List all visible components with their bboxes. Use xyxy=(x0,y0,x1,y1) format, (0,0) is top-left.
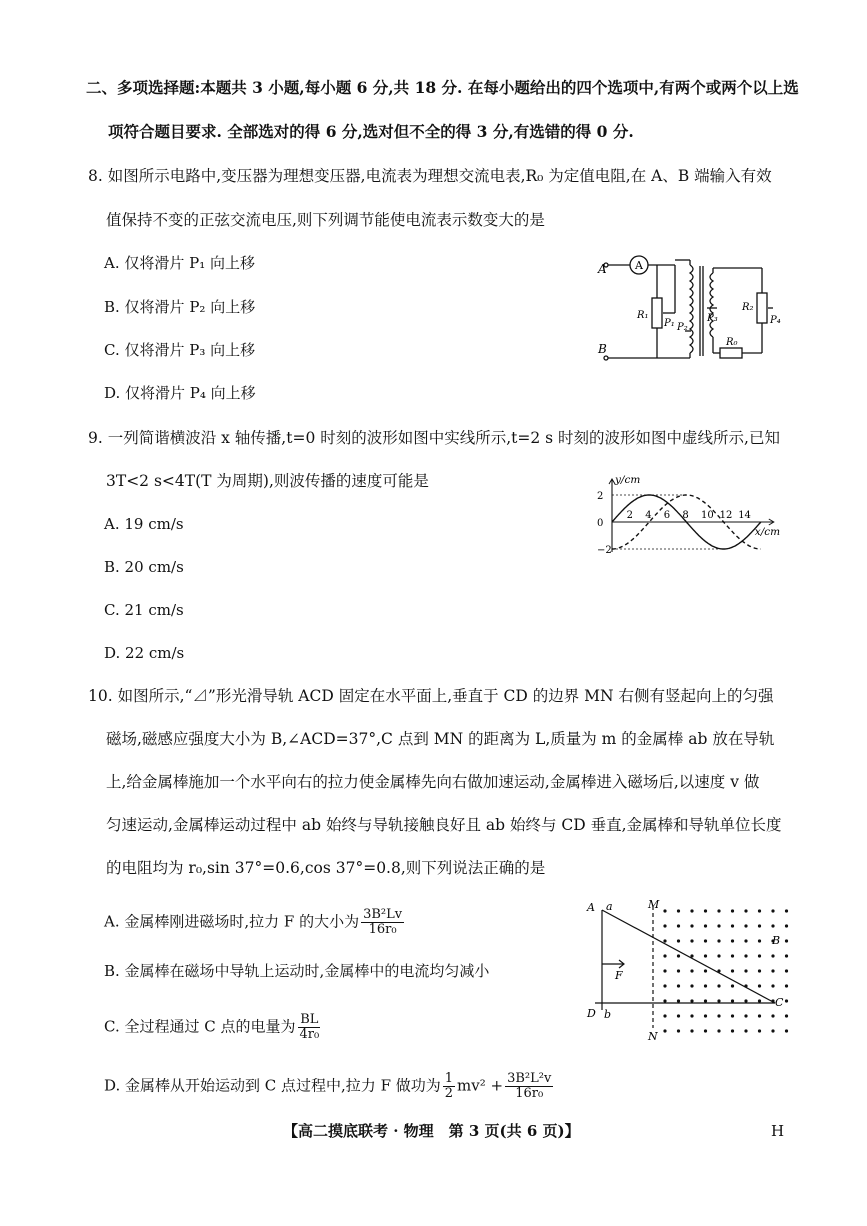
ammeter-label: A xyxy=(635,259,643,272)
field-dot xyxy=(677,1029,680,1032)
field-dot xyxy=(663,924,666,927)
field-dot xyxy=(744,909,747,912)
q8-stem-line1: 8. 如图所示电路中,变压器为理想变压器,电流表为理想交流电表,R₀ 为定值电阻,在 A、B 端输入有效 xyxy=(88,167,772,185)
field-dot xyxy=(758,1029,761,1032)
field-dot xyxy=(771,1029,774,1032)
field-dot xyxy=(690,999,693,1002)
field-dot xyxy=(731,969,734,972)
field-dot xyxy=(690,1029,693,1032)
q10-stem-line2: 磁场,磁感应强度大小为 B,∠ACD=37°,C 点到 MN 的距离为 L,质量为 m 的金属棒 ab 放在导轨 xyxy=(106,730,775,748)
q10-option-d-fraction: $\frac{\text{3B²L²v}}{\text{16r₀}}$ xyxy=(507,1071,552,1101)
terminal-b xyxy=(604,356,608,360)
field-dot xyxy=(663,939,666,942)
q10-option-d-text: D. 金属棒从开始运动到 C 点过程中,拉力 F 做功为 xyxy=(104,1076,441,1095)
field-dot xyxy=(785,909,788,912)
label-f: F xyxy=(615,969,623,982)
field-dot xyxy=(744,999,747,1002)
field-dot xyxy=(731,1029,734,1032)
x-tick-label: 12 xyxy=(719,510,733,521)
field-dot xyxy=(771,924,774,927)
y-tick-label: 0 xyxy=(597,518,604,529)
q10-stem-line3: 上,给金属棒施加一个水平向右的拉力使金属棒先向右做加速运动,金属棒进入磁场后,以速度 v 做 xyxy=(106,773,760,791)
field-dot xyxy=(717,1014,720,1017)
field-dot xyxy=(771,984,774,987)
field-dot xyxy=(677,1014,680,1017)
q8-option-d: D. 仅将滑片 P₄ 向上移 xyxy=(104,384,256,402)
field-dot xyxy=(785,999,788,1002)
field-dot xyxy=(704,924,707,927)
label-d: D xyxy=(587,1007,596,1020)
q8-stem-line2: 值保持不变的正弦交流电压,则下列调节能使电流表示数变大的是 xyxy=(106,211,545,229)
field-dot xyxy=(717,924,720,927)
q10-option-d: D. 金属棒从开始运动到 C 点过程中,拉力 F 做功为 $\frac{1}{2}$ mv² + $\frac{\text{3B²L²v}}{\text{16r₀}}$ xyxy=(104,1071,552,1101)
section-heading-line1: 二、多项选择题:本题共 3 小题,每小题 6 分,共 18 分. 在每小题给出的四个选项中,有两个或两个以上选 xyxy=(86,78,799,97)
q10-option-c-text: C. 全过程通过 C 点的电量为 xyxy=(104,1017,296,1036)
x-tick-label: 4 xyxy=(645,510,652,521)
field-dot xyxy=(704,969,707,972)
label-r1: R₁ xyxy=(637,310,649,321)
footer-page-info: 【高二摸底联考 · 物理 第 3 页(共 6 页)】 xyxy=(283,1122,580,1140)
field-dot xyxy=(758,924,761,927)
field-dot xyxy=(663,909,666,912)
label-a-rod: a xyxy=(606,900,613,913)
q10-option-a-text: A. 金属棒刚进磁场时,拉力 F 的大小为 xyxy=(104,912,360,931)
field-dot xyxy=(663,999,666,1002)
field-dot xyxy=(717,909,720,912)
field-dot xyxy=(731,984,734,987)
label-a: A xyxy=(598,262,607,276)
q10-option-a xyxy=(104,908,406,937)
field-dot xyxy=(744,939,747,942)
field-dot xyxy=(663,969,666,972)
field-dot xyxy=(771,969,774,972)
y-axis-label: y/cm xyxy=(615,474,641,486)
field-dot xyxy=(758,909,761,912)
q8-circuit-diagram xyxy=(595,248,795,373)
field-dot xyxy=(731,909,734,912)
label-n: N xyxy=(648,1030,658,1043)
field-dot xyxy=(731,954,734,957)
field-dot xyxy=(677,954,680,957)
x-tick-label: 14 xyxy=(738,510,751,521)
rail-ac xyxy=(602,910,775,1003)
q10-option-b: B. 金属棒在磁场中导轨上运动时,金属棒中的电流均匀减小 xyxy=(104,962,490,980)
field-dot xyxy=(663,1029,666,1032)
field-dot xyxy=(731,939,734,942)
field-dot xyxy=(744,1014,747,1017)
field-dot xyxy=(704,909,707,912)
field-dot xyxy=(758,954,761,957)
field-dot xyxy=(785,984,788,987)
q9-option-c: C. 21 cm/s xyxy=(104,601,184,619)
field-dot xyxy=(758,999,761,1002)
field-dot xyxy=(704,1014,707,1017)
label-a: A xyxy=(587,901,595,914)
field-dot xyxy=(771,1014,774,1017)
field-dot xyxy=(758,984,761,987)
q10-stem-line4: 匀速运动,金属棒运动过程中 ab 始终与导轨接触良好且 ab 始终与 CD 垂直,金属棒和导轨单位长度 xyxy=(106,816,782,834)
field-dot xyxy=(690,984,693,987)
label-p2: P₂ xyxy=(677,322,688,333)
field-dot xyxy=(677,969,680,972)
x-tick-label: 6 xyxy=(663,510,671,521)
q9-stem-line2: 3T<2 s<4T(T 为周期),则波传播的速度可能是 xyxy=(106,472,429,490)
field-dot xyxy=(663,984,666,987)
field-dot xyxy=(785,969,788,972)
field-dot xyxy=(785,954,788,957)
label-r2: R₂ xyxy=(742,302,754,313)
q9-stem-line1: 9. 一列简谐横波沿 x 轴传播,t=0 时刻的波形如图中实线所示,t=2 s 时刻的波形如图中虚线所示,已知 xyxy=(88,429,780,447)
label-r0: R₀ xyxy=(726,337,738,348)
field-dot xyxy=(717,939,720,942)
x-tick-label: 2 xyxy=(626,510,633,521)
field-dot xyxy=(758,969,761,972)
y-tick-label: −2 xyxy=(597,545,612,556)
field-dot xyxy=(717,984,720,987)
field-dot xyxy=(758,939,761,942)
field-dot xyxy=(744,969,747,972)
q10-option-d-half: $\frac{1}{2}$ xyxy=(444,1071,454,1101)
label-p1: P₁ xyxy=(664,318,675,329)
q10-rail-diagram xyxy=(585,898,800,1043)
label-c: C xyxy=(775,996,784,1009)
field-dot xyxy=(785,1014,788,1017)
q10-option-c xyxy=(104,1013,323,1042)
field-dot xyxy=(663,954,666,957)
field-dot xyxy=(704,939,707,942)
field-dot xyxy=(785,924,788,927)
field-dot xyxy=(704,999,707,1002)
secondary-coil xyxy=(710,273,713,337)
label-b-rod: b xyxy=(604,1008,612,1021)
field-dot xyxy=(677,909,680,912)
q8-option-b: B. 仅将滑片 P₂ 向上移 xyxy=(104,298,256,316)
field-dot xyxy=(677,924,680,927)
q10-stem-line1: 10. 如图所示,“⊿”形光滑导轨 ACD 固定在水平面上,垂直于 CD 的边界 MN 右侧有竖起向上的匀强 xyxy=(88,687,774,705)
field-dot xyxy=(744,924,747,927)
field-dot xyxy=(785,939,788,942)
field-dot xyxy=(771,954,774,957)
label-p4: P₄ xyxy=(770,315,781,326)
field-dot xyxy=(690,909,693,912)
field-dot xyxy=(731,924,734,927)
field-dot xyxy=(704,1029,707,1032)
label-b-field: B xyxy=(772,934,781,947)
primary-coil xyxy=(690,265,693,353)
q9-option-b: B. 20 cm/s xyxy=(104,558,184,576)
x-tick-label: 8 xyxy=(682,510,689,521)
field-dot xyxy=(758,1014,761,1017)
q8-option-a: A. 仅将滑片 P₁ 向上移 xyxy=(104,254,256,272)
field-dot xyxy=(731,999,734,1002)
field-dot xyxy=(677,939,680,942)
label-m: M xyxy=(648,898,660,911)
field-dot xyxy=(731,1014,734,1017)
field-dot xyxy=(663,1014,666,1017)
resistor-r2 xyxy=(757,293,767,323)
field-dot xyxy=(677,999,680,1002)
q9-option-a: A. 19 cm/s xyxy=(104,515,184,533)
label-p3: P₃ xyxy=(707,313,718,324)
field-dot xyxy=(717,1029,720,1032)
q9-option-d: D. 22 cm/s xyxy=(104,644,185,662)
field-dot xyxy=(717,999,720,1002)
q10-stem-line5: 的电阻均为 r₀,sin 37°=0.6,cos 37°=0.8,则下列说法正确的是 xyxy=(106,859,546,877)
label-b: B xyxy=(598,342,607,356)
field-dot xyxy=(704,984,707,987)
field-dot xyxy=(704,954,707,957)
footer-version: H xyxy=(771,1122,785,1140)
section-heading-line2: 项符合题目要求. 全部选对的得 6 分,选对但不全的得 3 分,有选错的得 0 分. xyxy=(108,122,634,141)
field-dot xyxy=(771,909,774,912)
field-dot xyxy=(785,1029,788,1032)
field-dot xyxy=(690,1014,693,1017)
field-dot xyxy=(690,924,693,927)
q10-option-c-fraction: $\frac{BL}{\text{4r₀}}$ xyxy=(299,1012,320,1042)
field-dot xyxy=(690,939,693,942)
y-tick-label: 2 xyxy=(597,491,604,502)
q8-option-c: C. 仅将滑片 P₃ 向上移 xyxy=(104,341,256,359)
x-axis-label: x/cm xyxy=(754,526,781,538)
field-dot xyxy=(744,954,747,957)
field-dot xyxy=(717,954,720,957)
resistor-r0 xyxy=(720,348,742,358)
field-dot xyxy=(677,984,680,987)
field-dot xyxy=(690,969,693,972)
q10-option-a-fraction: $\frac{\text{3B²Lv}}{\text{16r₀}}$ xyxy=(363,907,403,937)
x-tick-label: 10 xyxy=(701,510,714,521)
field-dot xyxy=(744,1029,747,1032)
q9-wave-chart xyxy=(590,466,790,566)
resistor-r1 xyxy=(652,298,662,328)
